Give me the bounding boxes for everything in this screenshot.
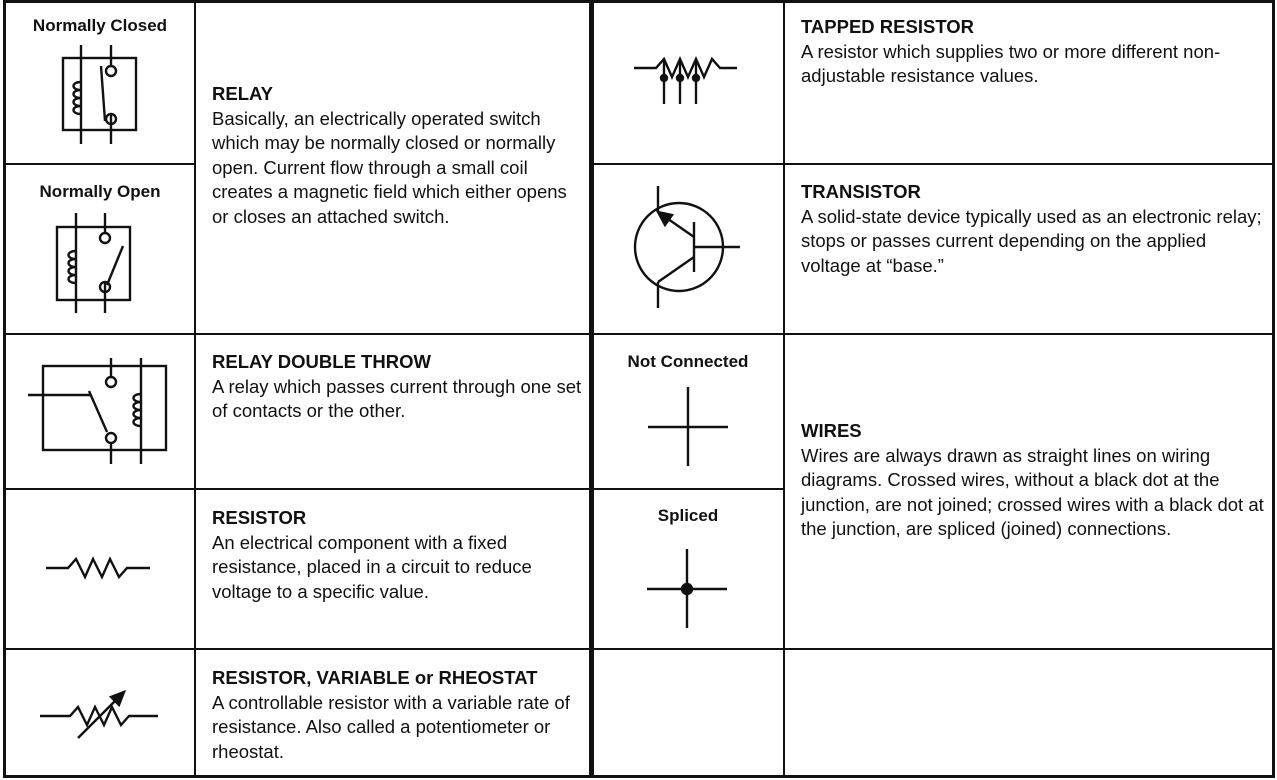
empty-cell-description	[785, 650, 1272, 775]
relay-double-throw-description	[212, 350, 584, 424]
relay-double-throw-title: RELAY DOUBLE THROW	[212, 351, 431, 372]
relay-normally-closed-label: Normally Closed	[32, 16, 168, 35]
tapped-resistor-icon	[594, 0, 784, 160]
wires-body: Wires are always drawn as straight lines on wiring diagrams. Crossed wires, without a black dot at the junction, are not joined; crossed wires with a black dot at the junction, are spliced (joined) connections.	[801, 444, 1264, 539]
relay-double-throw-icon	[0, 333, 194, 488]
wires-title: WIRES	[801, 420, 862, 441]
transistor-title: TRANSISTOR	[801, 181, 921, 202]
variable-resistor-icon	[0, 648, 194, 778]
relay-normally-closed-icon	[0, 0, 194, 160]
empty-cell-symbol	[594, 650, 783, 775]
resistor-title: RESISTOR	[212, 507, 307, 528]
table-border-right	[1272, 0, 1275, 778]
relay-body: Basically, an electrically operated switch which may be normally closed or normally open. Current flow through a small coil creates a magnetic field which either opens or closes an attached switch.	[212, 107, 567, 227]
tapped-resistor-title: TAPPED RESISTOR	[801, 16, 975, 37]
column-divider-left-symbol	[194, 0, 196, 778]
transistor-description	[801, 180, 1266, 278]
rheostat-body: A controllable resistor with a variable rate of resistance. Also called a potentiometer or rheostat.	[212, 691, 570, 762]
resistor-icon	[0, 488, 194, 648]
relay-normally-open-label: Normally Open	[39, 182, 161, 201]
tapped-resistor-body: A resistor which supplies two or more different non-adjustable resistance values.	[801, 40, 1221, 86]
wires-description	[801, 419, 1266, 542]
tapped-resistor-description	[801, 15, 1266, 89]
rheostat-title: RESISTOR, VARIABLE or RHEOSTAT	[212, 667, 538, 688]
transistor-icon	[594, 163, 784, 333]
relay-normally-open-icon	[0, 163, 194, 333]
relay-double-throw-body: A relay which passes current through one set of contacts or the other.	[212, 375, 582, 421]
wires-spliced-icon	[594, 488, 784, 648]
rheostat-description	[212, 666, 584, 764]
relay-description	[212, 82, 584, 229]
transistor-body: A solid-state device typically used as an electronic relay; stops or passes current depending on the applied voltage at “base.”	[801, 205, 1262, 276]
wires-spliced-label: Spliced	[657, 506, 719, 525]
resistor-description	[212, 506, 584, 604]
wires-not-connected-label: Not Connected	[627, 352, 749, 371]
resistor-body: An electrical component with a fixed resistance, placed in a circuit to reduce voltage to a specific value.	[212, 531, 532, 602]
relay-title: RELAY	[212, 83, 274, 104]
wires-not-connected-icon	[594, 333, 784, 488]
